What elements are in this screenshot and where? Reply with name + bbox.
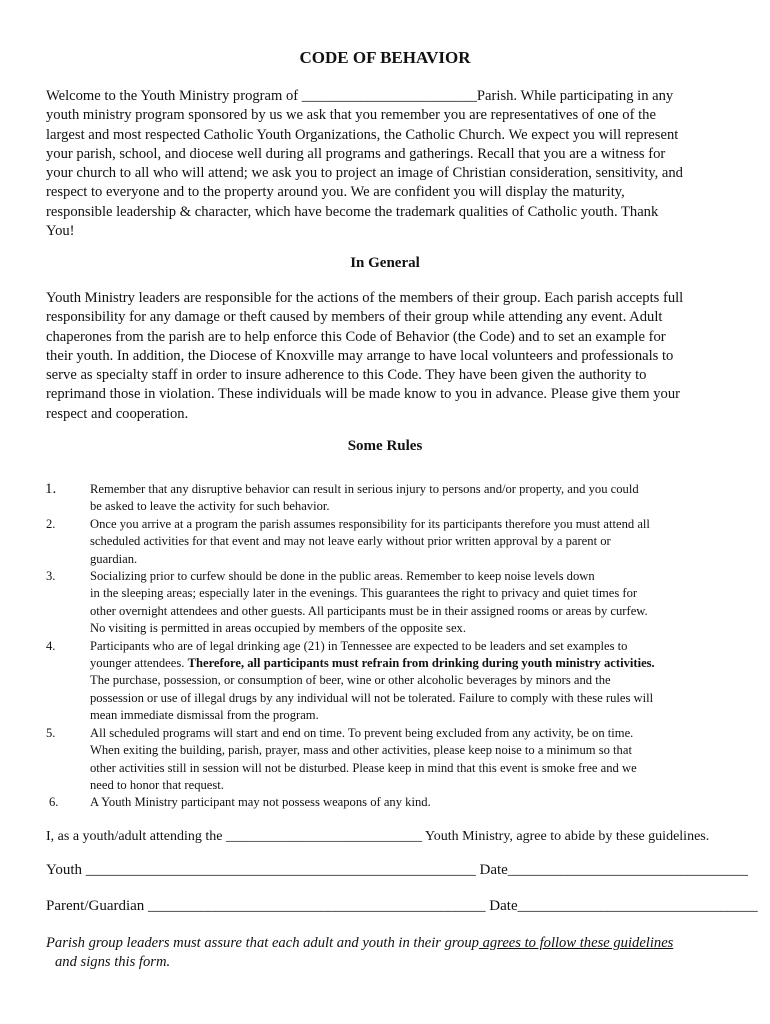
rule-line: All scheduled programs will start and end on time. To prevent being excluded from any activity, be on time. xyxy=(90,725,634,740)
rule-line: other activities still in session will not be disturbed. Please keep in mind that this event is smoke free and we xyxy=(90,760,637,775)
rule-number: 6. xyxy=(49,795,59,810)
intro-line: your church to all who will attend; we ask you to project an image of Christian consideration, sensitivity, and xyxy=(46,165,683,182)
rule-number: 1. xyxy=(45,481,57,497)
intro-line: youth ministry program sponsored by us we ask that you remember you are representatives of one of the xyxy=(46,107,656,124)
footer-note xyxy=(46,934,726,972)
rule-line: A Youth Ministry participant may not possess weapons of any kind. xyxy=(90,795,431,810)
intro-line: your parish, school, and diocese well during all programs and gatherings. Recall that you are a witness for xyxy=(46,145,666,162)
general-line: their youth. In addition, the Diocese of Knoxville may arrange to have local volunteers and professionals to xyxy=(46,347,674,364)
intro-line: responsible leadership & character, which have become the trademark qualities of Catholic youth. Thank xyxy=(46,203,659,220)
rule-line: Participants who are of legal drinking age (21) in Tennessee are expected to be leaders and set examples to xyxy=(90,638,628,653)
rule-line: The purchase, possession, or consumption of beer, wine or other alcoholic beverages by minors and the xyxy=(90,673,611,688)
rule-number: 4. xyxy=(46,638,56,653)
youth-signature-line: Youth ____________________________________________________ Date________________________________ xyxy=(46,862,748,878)
rule-line: Remember that any disruptive behavior can result in serious injury to persons and/or property, and you could xyxy=(90,482,639,496)
general-paragraph xyxy=(46,289,726,424)
intro-line: You! xyxy=(46,223,75,240)
rule-text: younger attendees. xyxy=(90,656,188,671)
general-line: Youth Ministry leaders are responsible for the actions of the members of their group. Each parish accepts full xyxy=(46,290,684,306)
page-title: CODE OF BEHAVIOR xyxy=(299,48,471,67)
intro-line: respect to everyone and to the property around you. We are confident you will display the maturity, xyxy=(46,184,625,201)
agreement-statement: I, as a youth/adult attending the ____________________________ Youth Ministry, agree to abide by these guidelines. xyxy=(46,829,710,844)
rule-line: need to honor that request. xyxy=(90,777,224,792)
rule-line: When exiting the building, parish, prayer, mass and other activities, please keep noise to a minimum so that xyxy=(90,743,632,758)
general-line: reprimand those in violation. These individuals will be made know to you in advance. Please give them your xyxy=(46,386,681,403)
general-line: respect and cooperation. xyxy=(46,405,189,422)
intro-line: Welcome to the Youth Ministry program of ________________________Parish. While participating in any xyxy=(46,88,674,104)
rule-line: Once you arrive at a program the parish assumes responsibility for its participants therefore you must attend all xyxy=(90,516,650,531)
intro-line: largest and most respected Catholic Youth Organizations, the Catholic Church. We expect you will represent xyxy=(46,126,679,143)
rule-number: 2. xyxy=(46,516,56,531)
rule-line: be asked to leave the activity for such behavior. xyxy=(90,499,330,514)
rule-number: 5. xyxy=(46,725,56,740)
intro-paragraph xyxy=(46,87,726,241)
general-line: responsibility for any damage or theft caused by members of their group while attending any event. Adult xyxy=(46,309,663,326)
rule-line: guardian. xyxy=(90,551,138,566)
rule-line: scheduled activities for that event and may not leave early without prior written approval by a parent or xyxy=(90,534,611,549)
general-line: serve as specialty staff in order to insure adherence to this Code. They have been given the authority to xyxy=(46,367,647,384)
rules-heading: Some Rules xyxy=(347,438,423,454)
rule-item xyxy=(0,481,770,516)
rule-emphasis: Therefore, all participants must refrain from drinking during youth ministry activities. xyxy=(187,656,655,671)
rule-line xyxy=(90,655,740,672)
rules-list xyxy=(0,481,770,812)
rule-item xyxy=(0,725,770,795)
rule-line: in the sleeping areas; especially later in the evenings. This guarantees the right to privacy and quiet times for xyxy=(90,586,638,601)
rule-item xyxy=(0,638,770,725)
rule-item xyxy=(0,794,770,811)
rule-number: 3. xyxy=(46,569,56,584)
footer-text: Parish group leaders must assure that each adult and youth in their group xyxy=(46,935,479,951)
rule-item xyxy=(0,568,770,638)
rule-line: No visiting is permitted in areas occupied by members of the opposite sex. xyxy=(90,621,466,636)
general-heading: In General xyxy=(350,255,420,271)
rule-line: other overnight attendees and other guests. All participants must be in their assigned rooms or areas by curfew. xyxy=(90,603,648,618)
rule-line: mean immediate dismissal from the program. xyxy=(90,708,319,723)
rule-line: possession or use of illegal drugs by any individual will not be tolerated. Failure to comply with these rules will xyxy=(90,690,654,705)
rule-line: Socializing prior to curfew should be done in the public areas. Remember to keep noise levels down xyxy=(90,569,595,584)
footer-underlined-text: agrees to follow these guidelines xyxy=(478,935,674,951)
general-line: chaperones from the parish are to help enforce this Code of Behavior (the Code) and to set an example for xyxy=(46,328,666,345)
rule-item xyxy=(0,516,770,568)
parent-signature-line: Parent/Guardian _____________________________________________ Date________________________________ xyxy=(46,898,758,914)
footer-text-line2: and signs this form. xyxy=(55,954,171,970)
